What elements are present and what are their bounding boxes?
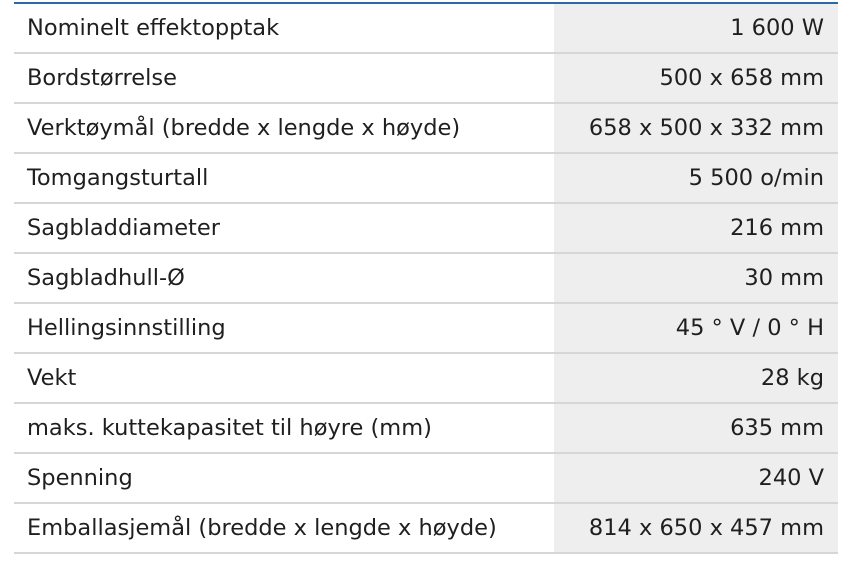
spec-label: Sagbladhull-Ø — [14, 254, 554, 302]
spec-label: Sagbladdiameter — [14, 204, 554, 252]
spec-row — [14, 354, 838, 404]
spec-label: Hellingsinnstilling — [14, 304, 554, 352]
spec-value: 28 kg — [554, 354, 838, 402]
spec-label: Spenning — [14, 454, 554, 502]
spec-value: 500 x 658 mm — [554, 54, 838, 102]
spec-row — [14, 154, 838, 204]
spec-row — [14, 54, 838, 104]
spec-label: Verktøymål (bredde x lengde x høyde) — [14, 104, 554, 152]
spec-row — [14, 454, 838, 504]
spec-value: 30 mm — [554, 254, 838, 302]
spec-label: maks. kuttekapasitet til høyre (mm) — [14, 404, 554, 452]
spec-value: 240 V — [554, 454, 838, 502]
spec-row — [14, 404, 838, 454]
spec-value: 216 mm — [554, 204, 838, 252]
spec-label: Nominelt effektopptak — [14, 4, 554, 52]
spec-value: 5 500 o/min — [554, 154, 838, 202]
spec-row — [14, 254, 838, 304]
spec-row — [14, 504, 838, 554]
spec-label: Vekt — [14, 354, 554, 402]
spec-value: 658 x 500 x 332 mm — [554, 104, 838, 152]
spec-row — [14, 4, 838, 54]
spec-label: Tomgangsturtall — [14, 154, 554, 202]
spec-table — [14, 2, 838, 554]
spec-row — [14, 304, 838, 354]
spec-value: 45 ° V / 0 ° H — [554, 304, 838, 352]
spec-value: 814 x 650 x 457 mm — [554, 504, 838, 552]
spec-value: 1 600 W — [554, 4, 838, 52]
spec-row — [14, 204, 838, 254]
spec-label: Emballasjemål (bredde x lengde x høyde) — [14, 504, 554, 552]
spec-value: 635 mm — [554, 404, 838, 452]
spec-row — [14, 104, 838, 154]
spec-label: Bordstørrelse — [14, 54, 554, 102]
